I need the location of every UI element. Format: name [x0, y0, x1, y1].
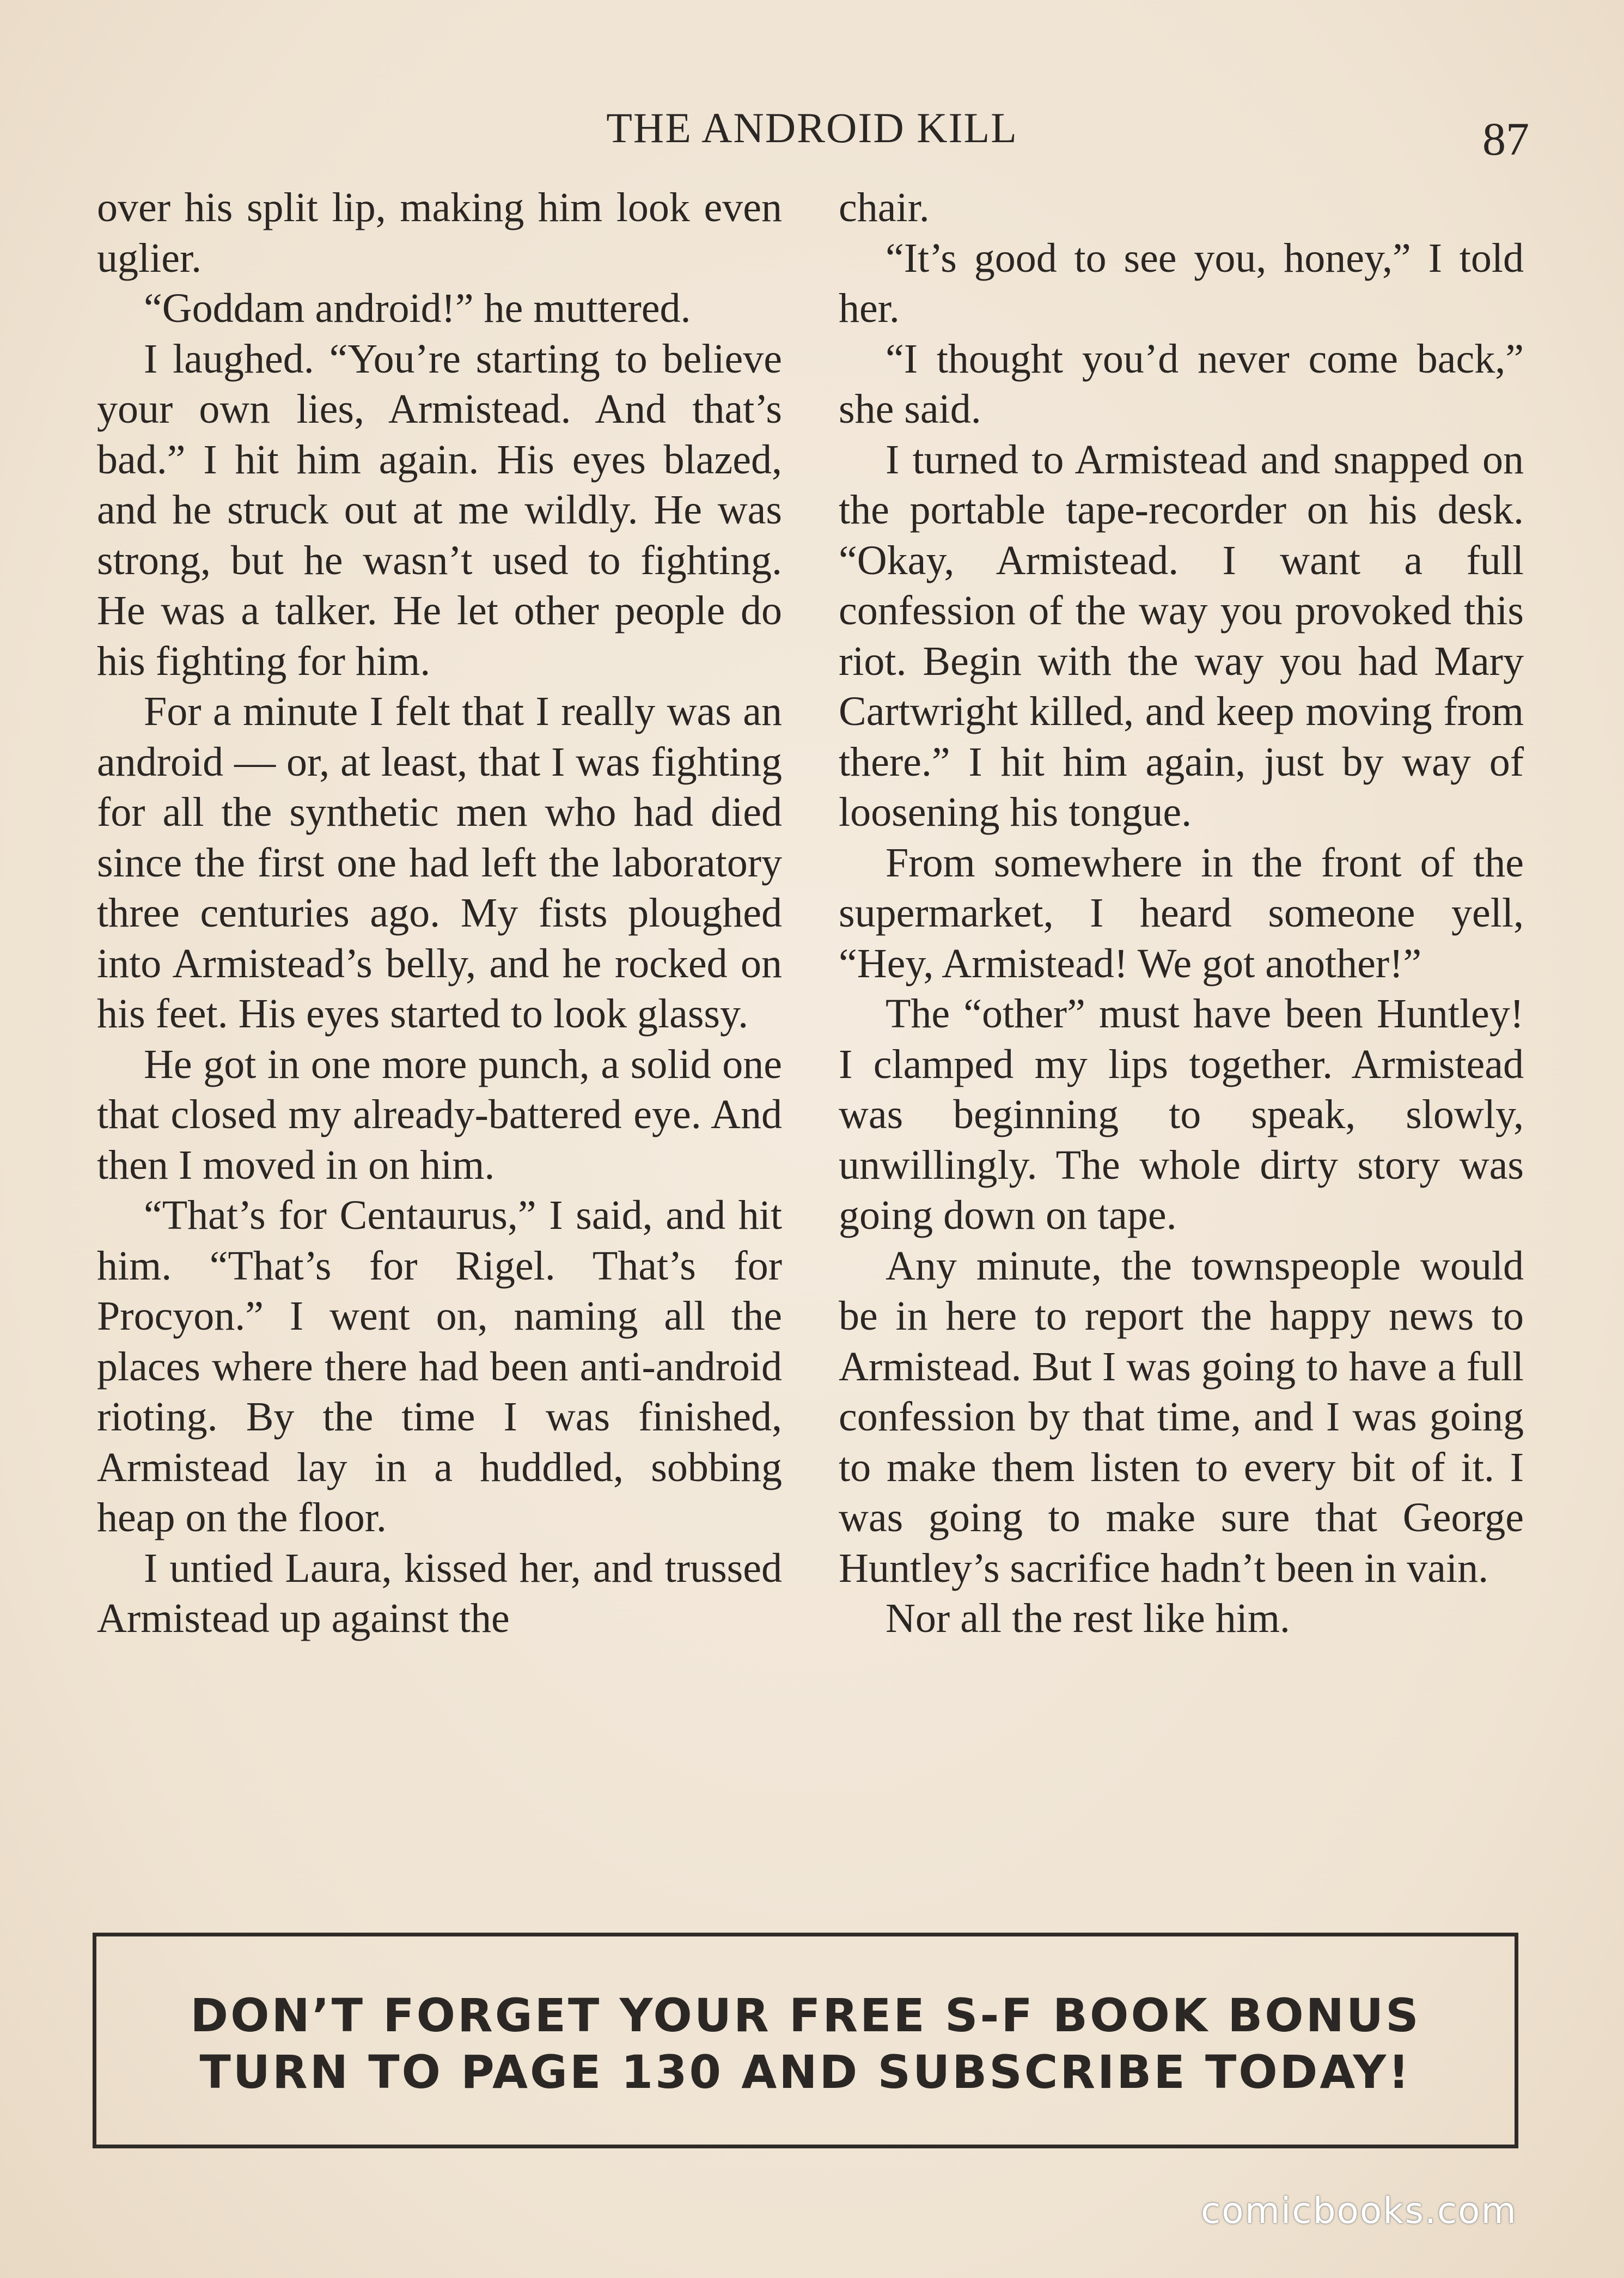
left-text-column — [97, 182, 782, 1644]
running-title: THE ANDROID KILL — [606, 104, 1018, 151]
paragraph: over his split lip, making him look even uglier. — [97, 185, 782, 281]
paragraph: I turned to Armistead and snapped on the portable tape-recorder on his desk. “Okay, Armistead. I want a full confession of the way you provoked this riot. Begin with the way you had Mary Cartwright killed, and keep moving from there.” I hit him again, just by way of loosening his tongue. — [839, 436, 1524, 835]
paragraph: “It’s good to see you, honey,” I told her. — [839, 235, 1524, 331]
paragraph: “I thought you’d never come back,” she said. — [839, 336, 1524, 432]
paragraph: For a minute I felt that I really was an android — or, at least, that I was fighting for all the synthetic men who had died since the first one had left the laboratory three centuries ago. My fists ploughed into Armistead’s belly, and he rocked on his feet. His eyes started to look glassy. — [97, 689, 782, 1037]
ad-headline: DON’T FORGET YOUR FREE S-F BOOK BONUS — [190, 1989, 1421, 2042]
paragraph: I untied Laura, kissed her, and trussed Armistead up against the — [97, 1545, 782, 1641]
right-text-column — [839, 182, 1524, 1644]
paragraph: From somewhere in the front of the supermarket, I heard someone yell, “Hey, Armistead! We got another!” — [839, 839, 1524, 986]
paragraph: I laughed. “You’re starting to believe your own lies, Armistead. And that’s bad.” I hit him again. His eyes blazed, and he struck out at me wildly. He was strong, but he wasn’t used to fighting. He was a talker. He let other people do his fighting for him. — [97, 336, 782, 684]
subscription-ad-box — [93, 1933, 1518, 2148]
paragraph: The “other” must have been Huntley! I clamped my lips together. Armistead was beginning to speak, slowly, unwillingly. The whole dirty story was going down on tape. — [839, 991, 1524, 1238]
paragraph: Nor all the rest like him. — [886, 1595, 1290, 1641]
ad-subline: TURN TO PAGE 130 AND SUBSCRIBE TODAY! — [199, 2045, 1412, 2099]
paragraph: He got in one more punch, a solid one that closed my already-battered eye. And then I moved in on him. — [97, 1041, 782, 1188]
paragraph: Any minute, the townspeople would be in here to report the happy news to Armistead. But I was going to have a full confession by that time, and I was going to make them listen to every bit of it. I was going to make sure that George Huntley’s sacrifice hadn’t been in vain. — [839, 1242, 1524, 1591]
watermark-logo: comicbooks.com — [1201, 2190, 1517, 2232]
paragraph: “That’s for Centaurus,” I said, and hit him. “That’s for Rigel. That’s for Procyon.” I went on, naming all the places where there had been anti-android rioting. By the time I was finished, Armistead lay in a huddled, sobbing heap on the floor. — [97, 1192, 782, 1540]
page-number: 87 — [1482, 113, 1529, 165]
paragraph: chair. — [839, 185, 930, 230]
paragraph: “Goddam android!” he muttered. — [144, 285, 691, 331]
